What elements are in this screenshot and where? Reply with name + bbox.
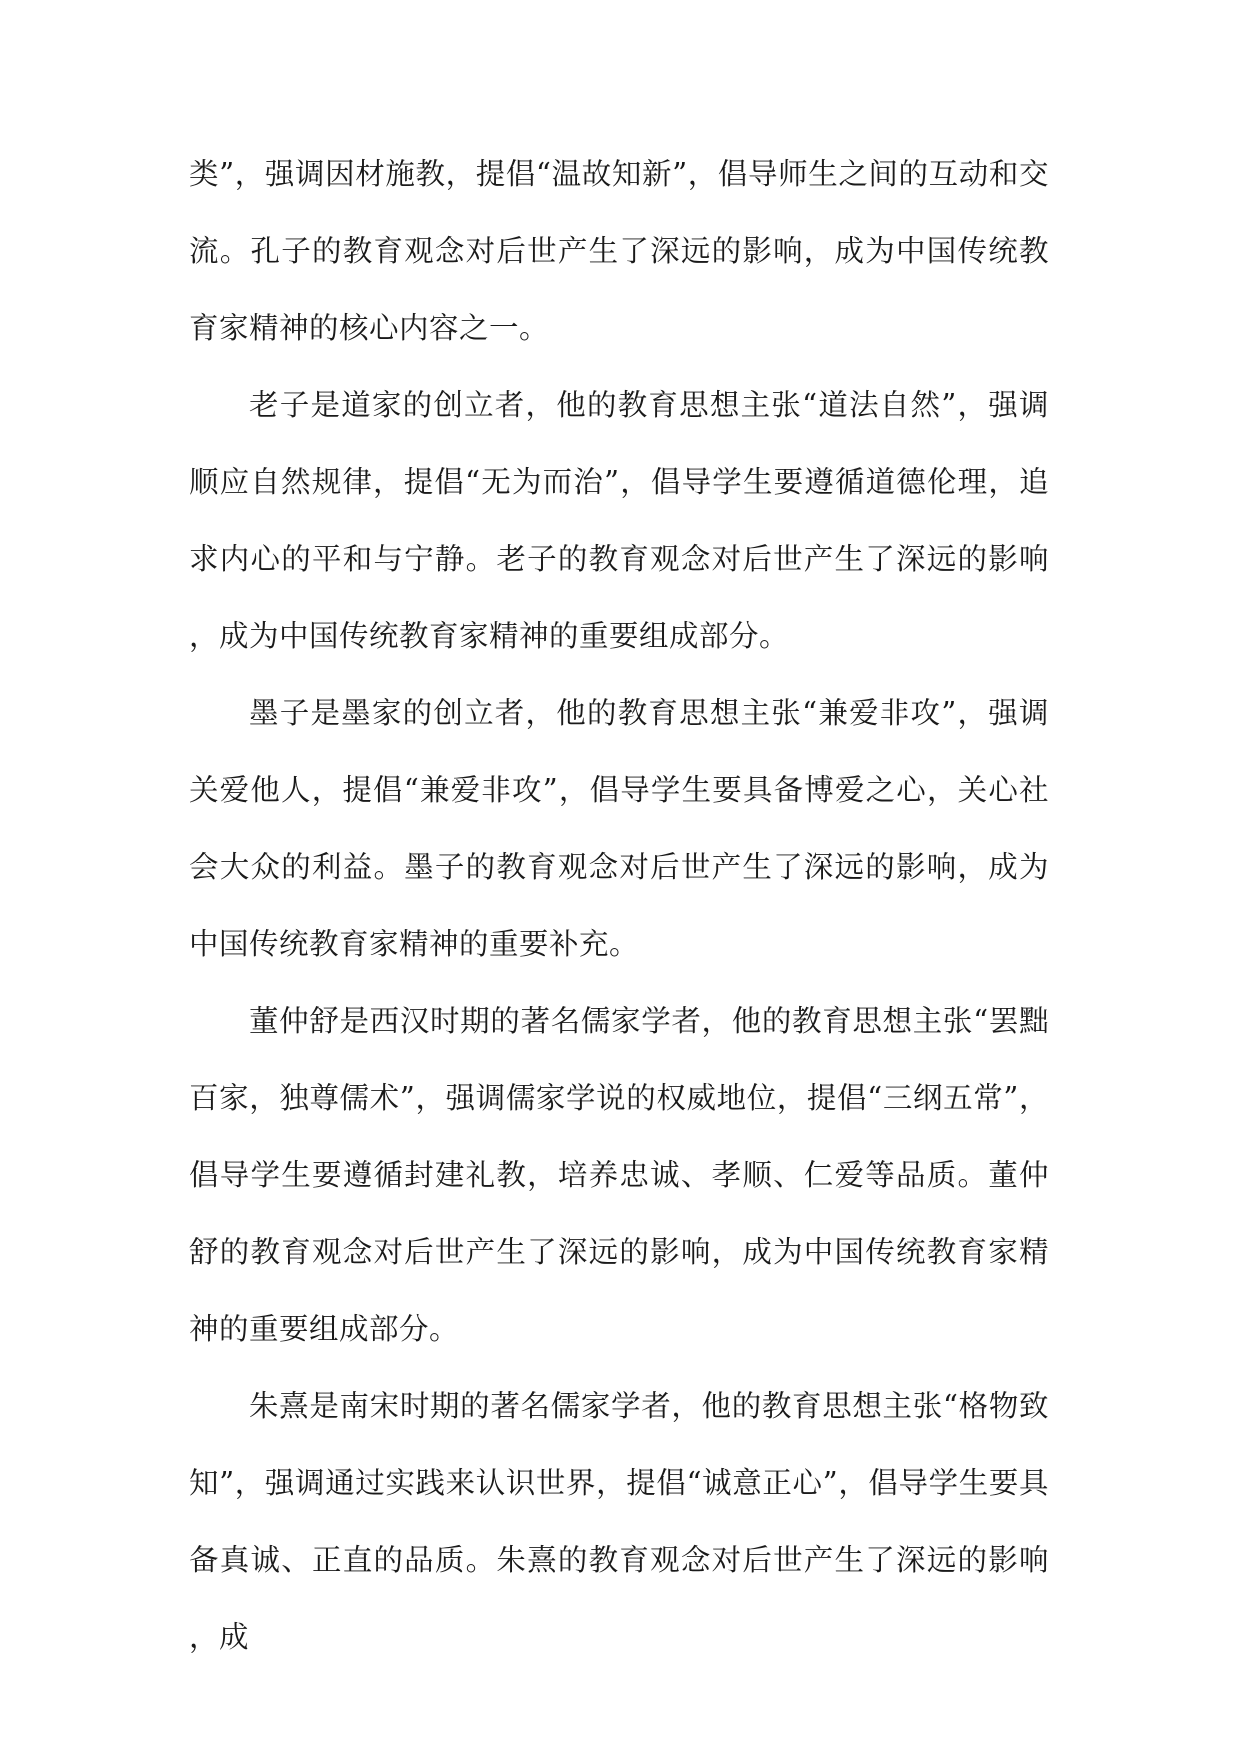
paragraph-laozi: 老子是道家的创立者，他的教育思想主张“道法自然”，强调顺应自然规律，提倡“无为而治”，倡导学生要遵循道德伦理，追求内心的平和与宁静。老子的教育观念对后世产生了深远的影响，成为中国传统教育家精神的重要组成部分。 [189, 388, 1049, 653]
paragraph-dong-zhongshu: 董仲舒是西汉时期的著名儒家学者，他的教育思想主张“罢黜百家，独尊儒术”，强调儒家学说的权威地位，提倡“三纲五常”，倡导学生要遵循封建礼教，培养忠诚、孝顺、仁爱等品质。董仲舒的教育观念对后世产生了深远的影响，成为中国传统教育家精神的重要组成部分。 [189, 1004, 1049, 1346]
paragraph-confucius-continued: 类”，强调因材施教，提倡“温故知新”，倡导师生之间的互动和交流。孔子的教育观念对后世产生了深远的影响，成为中国传统教育家精神的核心内容之一。 [189, 157, 1049, 345]
document-body [189, 136, 1049, 1676]
paragraph-zhu-xi: 朱熹是南宋时期的著名儒家学者，他的教育思想主张“格物致知”，强调通过实践来认识世界，提倡“诚意正心”，倡导学生要具备真诚、正直的品质。朱熹的教育观念对后世产生了深远的影响，成 [189, 1389, 1049, 1654]
paragraph-mozi: 墨子是墨家的创立者，他的教育思想主张“兼爱非攻”，强调关爱他人，提倡“兼爱非攻”，倡导学生要具备博爱之心，关心社会大众的利益。墨子的教育观念对后世产生了深远的影响，成为中国传统教育家精神的重要补充。 [189, 696, 1049, 961]
